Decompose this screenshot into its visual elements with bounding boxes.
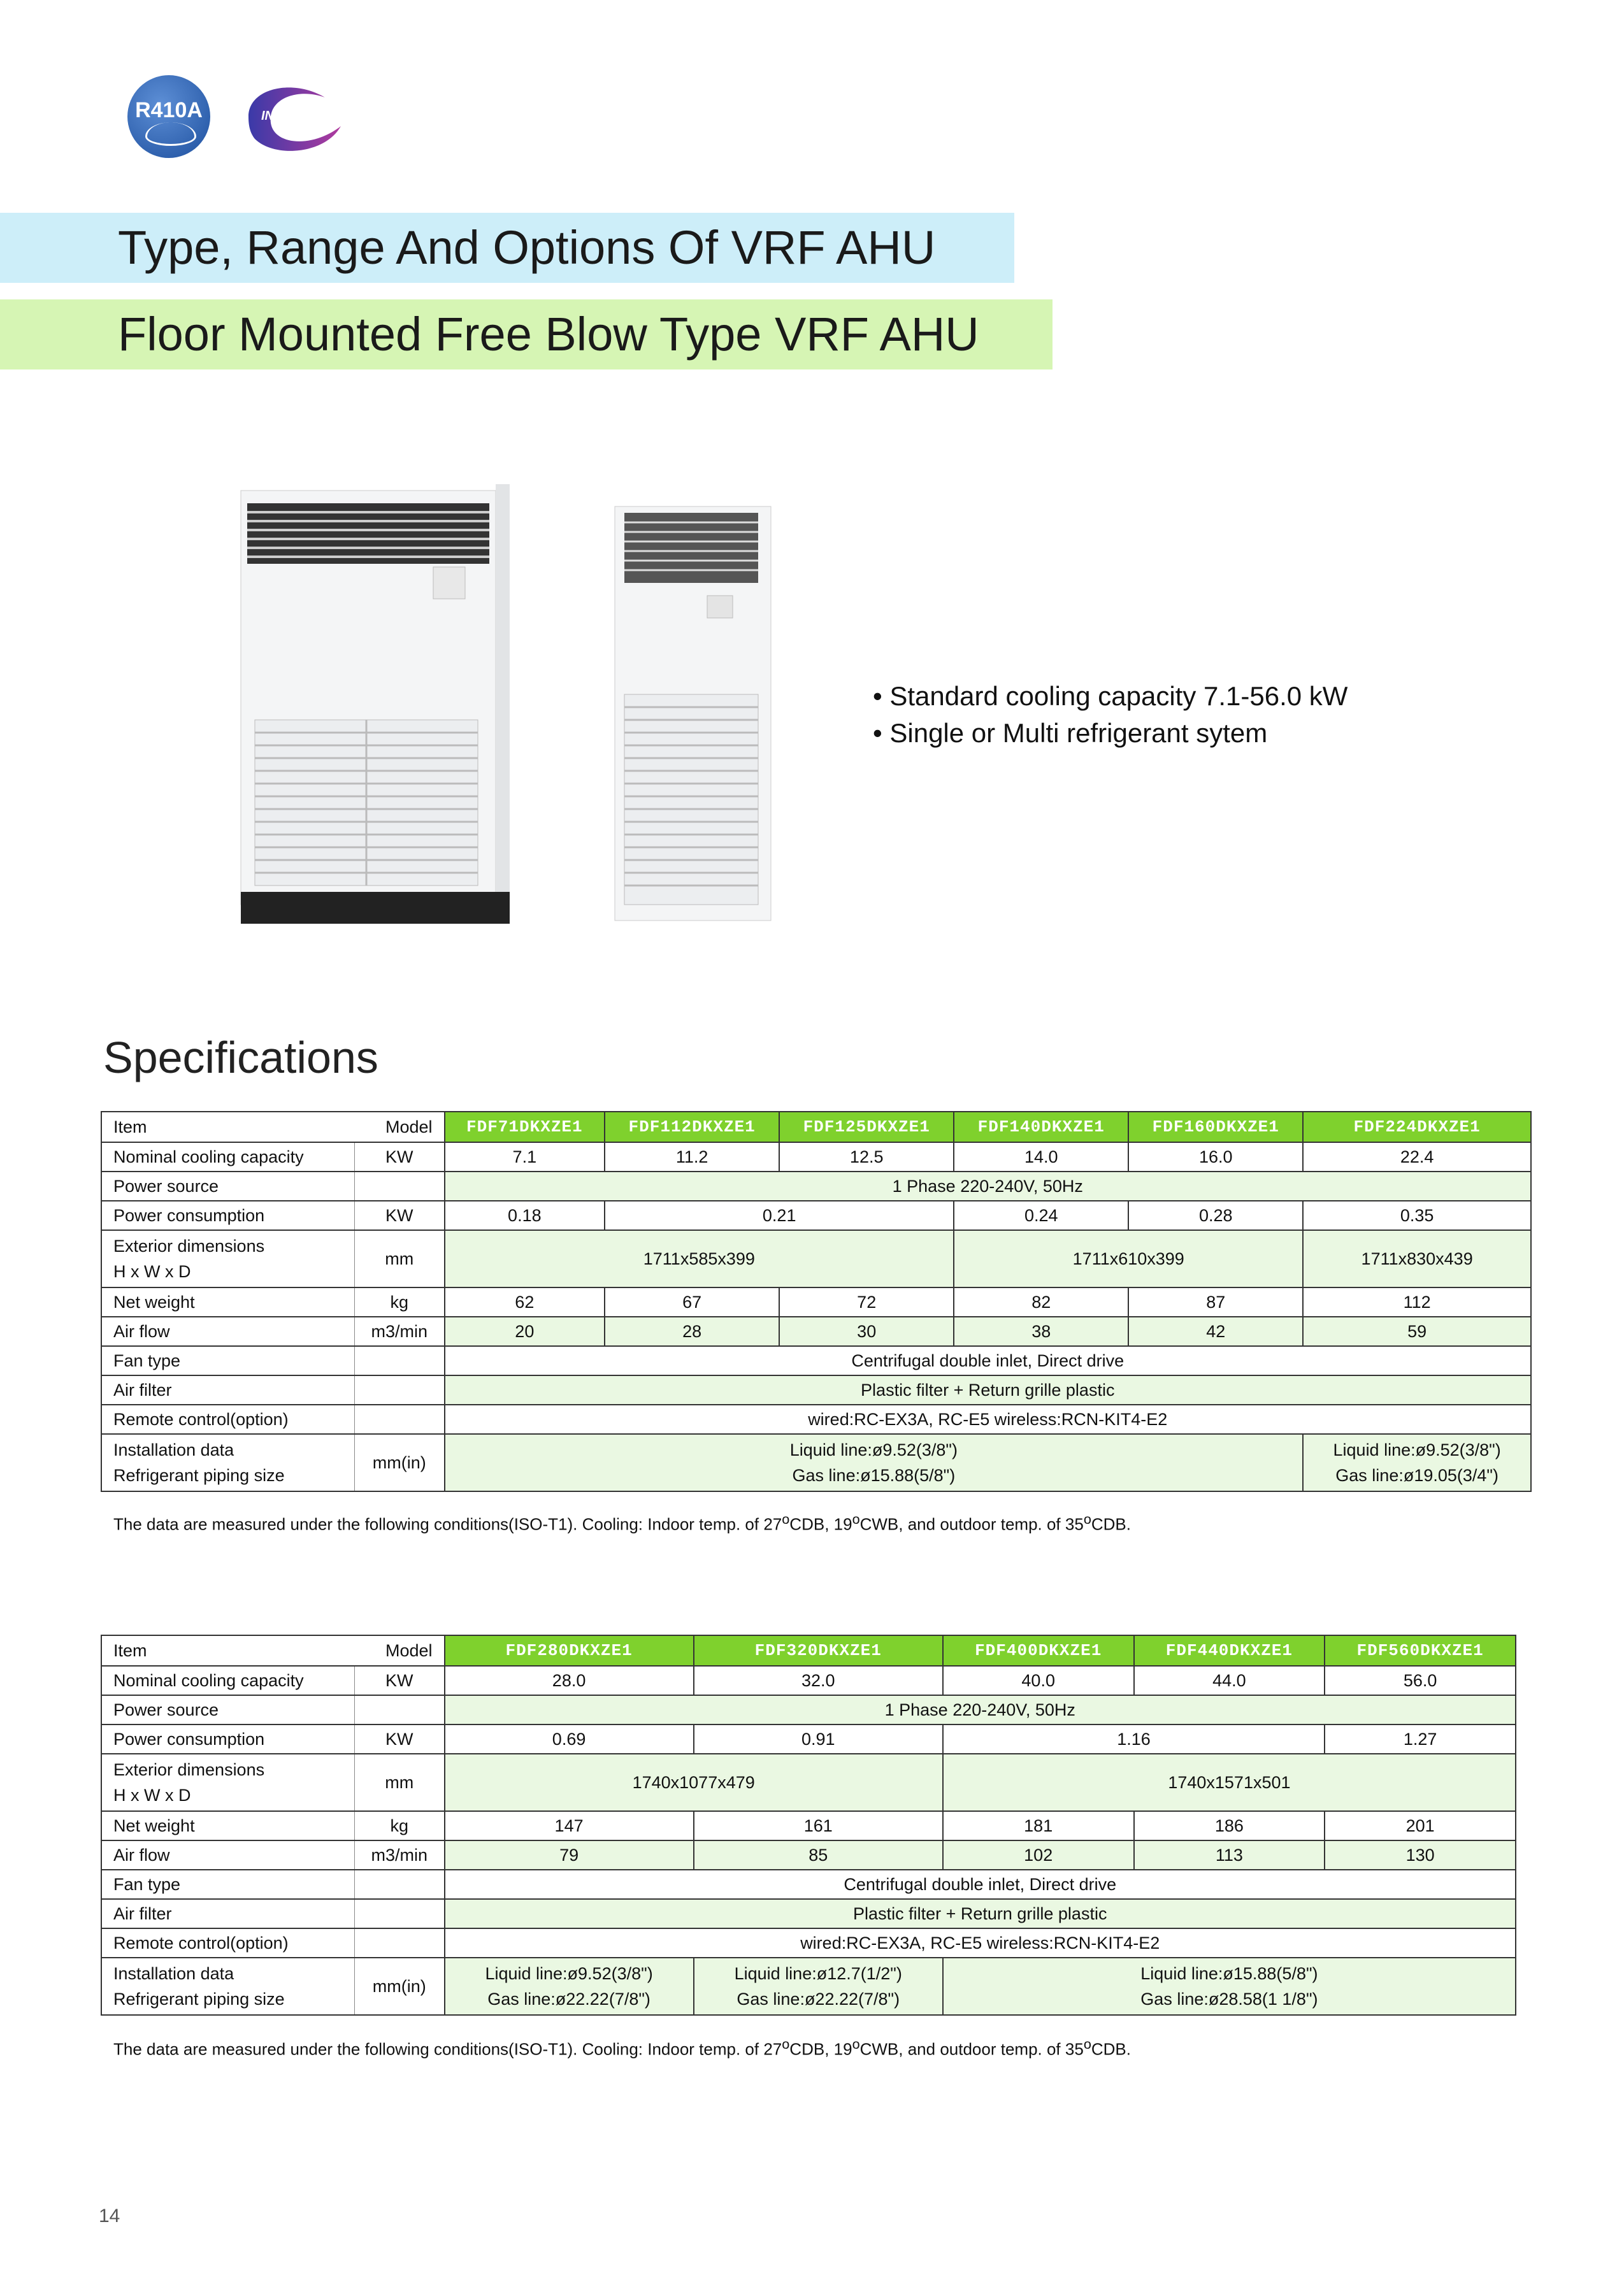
row-label: Power source [101,1695,355,1724]
row-label: Air filter [101,1375,355,1405]
model-name: FDF112DKXZE1 [605,1112,779,1142]
cell: 79 [445,1840,694,1870]
cell: 1740x1571x501 [943,1754,1516,1811]
cell: 12.5 [779,1142,954,1172]
row-label: Air filter [101,1899,355,1928]
row-unit: m3/min [355,1840,445,1870]
cell: Liquid line:ø9.52(3/8") [789,1440,958,1459]
row-unit: m3/min [355,1317,445,1346]
cell: 40.0 [943,1666,1134,1695]
measurement-note-1: The data are measured under the following conditions(ISO-T1). Cooling: Indoor temp. of 27$^o$CDB, 19$^o$CWB, and outdoor temp. of 35$^o$CDB. [113,1511,1131,1534]
cell: 0.24 [954,1201,1128,1230]
row-label: Remote control(option) [101,1405,355,1434]
cell: Centrifugal double inlet, Direct drive [445,1870,1516,1899]
cell: Liquid line:ø15.88(5/8") [1140,1964,1318,1983]
row-label: Exterior dimensions [113,1237,265,1256]
cell: Gas line:ø22.22(7/8") [737,1990,900,2009]
cell: Centrifugal double inlet, Direct drive [445,1346,1532,1375]
cell: 44.0 [1134,1666,1325,1695]
model-name: FDF125DKXZE1 [779,1112,954,1142]
row-unit: kg [355,1811,445,1840]
model-name: FDF224DKXZE1 [1303,1112,1531,1142]
cell: Gas line:ø15.88(5/8") [792,1466,956,1485]
cell: 7.1 [445,1142,605,1172]
r410a-logo-text: R410A [135,98,203,122]
cell: 14.0 [954,1142,1128,1172]
cell: 181 [943,1811,1134,1840]
feature-bullets [873,678,1347,752]
model-name: FDF71DKXZE1 [445,1112,605,1142]
row-label: Refrigerant piping size [113,1466,285,1485]
model-name: FDF160DKXZE1 [1128,1112,1303,1142]
row-label: Installation data [113,1964,234,1983]
cell: 0.18 [445,1201,605,1230]
row-unit: KW [355,1724,445,1754]
row-label: Fan type [101,1870,355,1899]
row-label: Power consumption [101,1724,355,1754]
cell: 85 [694,1840,943,1870]
row-unit: mm [355,1754,445,1811]
row-unit: kg [355,1287,445,1317]
cell: 87 [1128,1287,1303,1317]
row-label: Fan type [101,1346,355,1375]
cell: 0.69 [445,1724,694,1754]
page-number: 14 [99,2205,120,2226]
measurement-note-2: The data are measured under the following conditions(ISO-T1). Cooling: Indoor temp. of 27$^o$CDB, 19$^o$CWB, and outdoor temp. of 35$^o$CDB. [113,2036,1131,2059]
ahu-unit-slim-image [612,503,777,924]
row-unit: KW [355,1201,445,1230]
cell: 1.27 [1325,1724,1516,1754]
header-item: Item [101,1112,355,1142]
cell: 1711x610x399 [954,1230,1303,1287]
main-title: Type, Range And Options Of VRF AHU [118,221,936,274]
row-label: Refrigerant piping size [113,1990,285,2009]
cell: Plastic filter + Return grille plastic [445,1899,1516,1928]
bullet-refrigerant: • Single or Multi refrigerant sytem [873,718,1268,748]
cell: 42 [1128,1317,1303,1346]
row-label: Power consumption [101,1201,355,1230]
cell: 22.4 [1303,1142,1531,1172]
row-label: Exterior dimensions [113,1760,265,1779]
cell: 72 [779,1287,954,1317]
cell: 28.0 [445,1666,694,1695]
cell: 1740x1077x479 [445,1754,943,1811]
cell: 161 [694,1811,943,1840]
model-name: FDF440DKXZE1 [1134,1635,1325,1666]
cell: Liquid line:ø12.7(1/2") [734,1964,902,1983]
row-unit: KW [355,1142,445,1172]
cell: 130 [1325,1840,1516,1870]
row-label: Air flow [101,1317,355,1346]
sub-title-bar [0,299,1053,369]
cell: 67 [605,1287,779,1317]
cell: Gas line:ø28.58(1 1/8") [1140,1990,1318,2009]
cell: 30 [779,1317,954,1346]
bullet-capacity: • Standard cooling capacity 7.1-56.0 kW [873,681,1348,711]
model-name: FDF400DKXZE1 [943,1635,1134,1666]
cell: 38 [954,1317,1128,1346]
header-model: Model [355,1635,445,1666]
cell: 59 [1303,1317,1531,1346]
cell: wired:RC-EX3A, RC-E5 wireless:RCN-KIT4-E2 [445,1405,1532,1434]
header-model: Model [355,1112,445,1142]
sub-title: Floor Mounted Free Blow Type VRF AHU [118,308,979,361]
cell: 147 [445,1811,694,1840]
row-unit: mm(in) [355,1434,445,1491]
model-name: FDF140DKXZE1 [954,1112,1128,1142]
ahu-unit-large-image [236,484,510,924]
cell: 0.28 [1128,1201,1303,1230]
cell: 20 [445,1317,605,1346]
cell: 1711x830x439 [1303,1230,1531,1287]
cell: 0.35 [1303,1201,1531,1230]
row-label: Installation data [113,1440,234,1459]
cell: 186 [1134,1811,1325,1840]
cell: 16.0 [1128,1142,1303,1172]
row-label: Nominal cooling capacity [101,1666,355,1695]
cell: 0.21 [605,1201,954,1230]
row-label: Nominal cooling capacity [101,1142,355,1172]
r410a-logo [127,75,210,158]
inverter-logo-text: INVERTER [261,109,326,123]
row-unit: KW [355,1666,445,1695]
cell: wired:RC-EX3A, RC-E5 wireless:RCN-KIT4-E2 [445,1928,1516,1958]
cell: 1711x585x399 [445,1230,954,1287]
row-label: Net weight [101,1287,355,1317]
cell: 1.16 [943,1724,1325,1754]
cell: 82 [954,1287,1128,1317]
cell: 56.0 [1325,1666,1516,1695]
model-name: FDF280DKXZE1 [445,1635,694,1666]
cell: 0.91 [694,1724,943,1754]
row-label: Net weight [101,1811,355,1840]
header-item: Item [101,1635,355,1666]
model-name: FDF560DKXZE1 [1325,1635,1516,1666]
cell: Gas line:ø19.05(3/4") [1335,1466,1498,1485]
model-name: FDF320DKXZE1 [694,1635,943,1666]
cell: Plastic filter + Return grille plastic [445,1375,1532,1405]
cell: Gas line:ø22.22(7/8") [487,1990,650,2009]
spec-table-2 [101,1635,1516,2016]
cell: 113 [1134,1840,1325,1870]
cell: 32.0 [694,1666,943,1695]
row-label: Power source [101,1172,355,1201]
cell: 62 [445,1287,605,1317]
row-label: Remote control(option) [101,1928,355,1958]
cell: 201 [1325,1811,1516,1840]
cell: Liquid line:ø9.52(3/8") [485,1964,653,1983]
inverter-logo [236,75,350,158]
cell: 28 [605,1317,779,1346]
row-label: H x W x D [113,1262,191,1281]
spec-table-1 [101,1111,1532,1492]
specifications-heading: Specifications [103,1033,378,1082]
row-unit: mm(in) [355,1958,445,2015]
cell: 1 Phase 220-240V, 50Hz [445,1695,1516,1724]
cell: 112 [1303,1287,1531,1317]
row-unit: mm [355,1230,445,1287]
cell: Liquid line:ø9.52(3/8") [1333,1440,1501,1459]
cell: 102 [943,1840,1134,1870]
main-title-bar [0,213,1014,283]
cell: 1 Phase 220-240V, 50Hz [445,1172,1532,1201]
row-label: Air flow [101,1840,355,1870]
cell: 11.2 [605,1142,779,1172]
row-label: H x W x D [113,1786,191,1805]
